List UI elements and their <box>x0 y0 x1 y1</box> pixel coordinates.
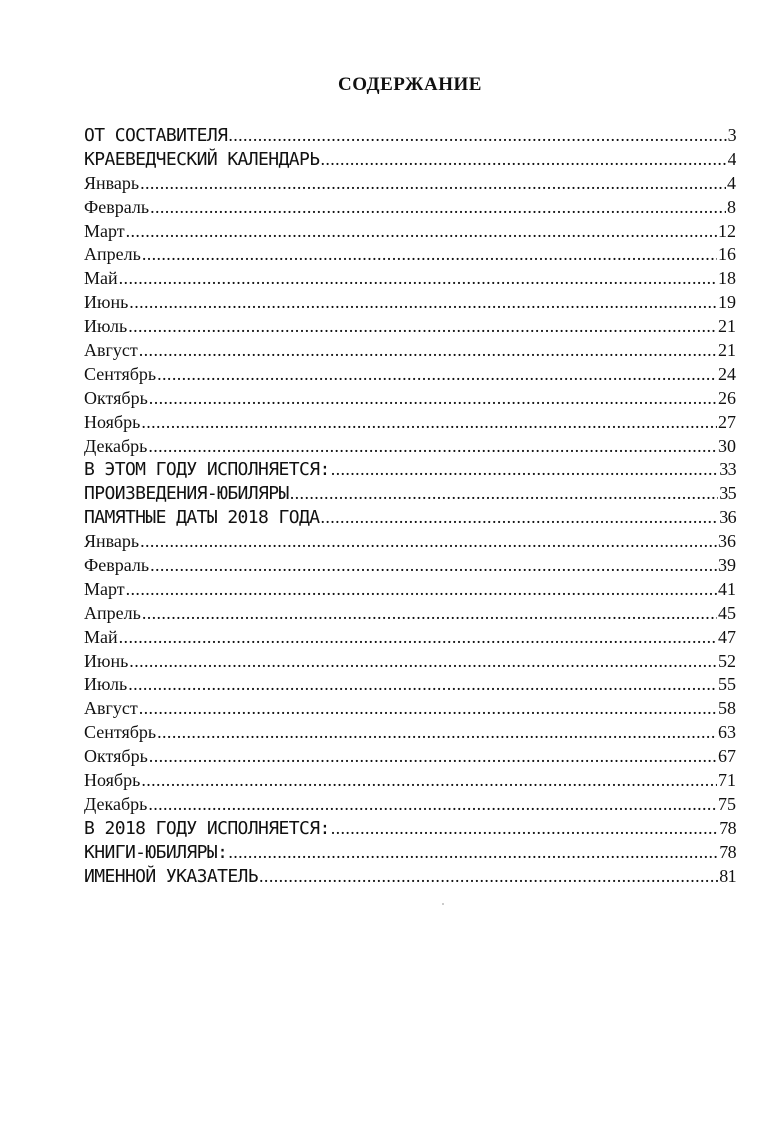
toc-dot-leader <box>331 458 719 482</box>
toc-entry <box>84 745 736 769</box>
toc-entry-label: Май <box>84 268 118 289</box>
toc-entry <box>84 220 736 244</box>
toc-entry-page-number: 4 <box>727 172 736 193</box>
toc-entry <box>84 172 736 196</box>
toc-dot-leader <box>119 267 717 291</box>
toc-entry-page-number: 63 <box>718 722 736 743</box>
page-title: СОДЕРЖАНИЕ <box>338 74 482 95</box>
toc-dot-leader <box>259 865 718 889</box>
toc-entry <box>84 291 736 315</box>
toc-entry-label: В ЭТОМ ГОДУ ИСПОЛНЯЕТСЯ: <box>84 459 330 481</box>
toc-entry-label: ПРОИЗВЕДЕНИЯ-ЮБИЛЯРЫ <box>84 483 289 505</box>
toc-entry-page-number: 78 <box>719 841 736 862</box>
toc-entry-page-number: 81 <box>719 865 736 886</box>
toc-entry-page-number: 24 <box>718 363 736 384</box>
toc-entry-label: Ноябрь <box>84 411 141 432</box>
toc-entry-page-number: 75 <box>718 793 736 814</box>
toc-entry <box>84 458 736 482</box>
toc-entry-page-number: 19 <box>718 292 736 313</box>
toc-dot-leader <box>141 769 717 793</box>
toc-entry <box>84 411 736 435</box>
toc-entry <box>84 530 736 554</box>
toc-entry <box>84 697 736 721</box>
toc-entry-page-number: 4 <box>727 148 736 169</box>
toc-dot-leader <box>142 602 717 626</box>
toc-entry-page-number: 27 <box>718 411 736 432</box>
toc-entry <box>84 626 736 650</box>
toc-dot-leader <box>157 721 717 745</box>
toc-entry <box>84 554 736 578</box>
toc-entry-page-number: 55 <box>718 674 736 695</box>
toc-entry-page-number: 26 <box>718 387 736 408</box>
toc-dot-leader <box>140 172 726 196</box>
toc-entry <box>84 650 736 674</box>
table-of-contents <box>84 124 736 889</box>
toc-entry <box>84 339 736 363</box>
toc-entry <box>84 506 736 530</box>
toc-dot-leader <box>228 124 726 148</box>
toc-entry <box>84 148 736 172</box>
toc-entry-page-number: 36 <box>718 531 736 552</box>
toc-dot-leader <box>129 291 717 315</box>
toc-entry-label: КРАЕВЕДЧЕСКИЙ КАЛЕНДАРЬ <box>84 148 320 170</box>
toc-dot-leader <box>126 578 717 602</box>
toc-dot-leader <box>128 673 717 697</box>
toc-entry <box>84 578 736 602</box>
toc-entry-label: Март <box>84 578 125 599</box>
toc-entry-page-number: 39 <box>718 555 736 576</box>
toc-entry-page-number: 35 <box>719 483 736 504</box>
toc-entry-page-number: 30 <box>718 435 736 456</box>
toc-entry-label: Июль <box>84 674 128 695</box>
toc-dot-leader <box>142 243 717 267</box>
toc-entry-label: Ноябрь <box>84 770 141 791</box>
toc-dot-leader <box>126 220 717 244</box>
toc-dot-leader <box>119 626 717 650</box>
toc-entry-page-number: 12 <box>718 220 736 241</box>
toc-entry-page-number: 45 <box>718 602 736 623</box>
toc-entry-label: Январь <box>84 531 140 552</box>
toc-dot-leader <box>150 554 717 578</box>
toc-entry <box>84 769 736 793</box>
toc-entry-label: Декабрь <box>84 793 148 814</box>
toc-entry-page-number: 71 <box>718 770 736 791</box>
toc-entry-label: Август <box>84 698 138 719</box>
toc-entry-label: В 2018 ГОДУ ИСПОЛНЯЕТСЯ: <box>84 817 330 839</box>
toc-entry-label: Декабрь <box>84 435 148 456</box>
toc-entry-label: ИМЕННОЙ УКАЗАТЕЛЬ <box>84 865 259 887</box>
toc-entry-label: Март <box>84 220 125 241</box>
toc-entry-label: Август <box>84 340 138 361</box>
toc-entry <box>84 482 736 506</box>
toc-entry-label: Февраль <box>84 555 150 576</box>
toc-dot-leader <box>150 196 726 220</box>
toc-entry-page-number: 16 <box>718 244 736 265</box>
toc-dot-leader <box>148 435 717 459</box>
toc-entry <box>84 267 736 291</box>
toc-entry <box>84 865 736 889</box>
toc-entry-label: Июль <box>84 316 128 337</box>
toc-entry-page-number: 8 <box>727 196 736 217</box>
toc-entry-page-number: 21 <box>718 316 736 337</box>
toc-entry <box>84 721 736 745</box>
toc-entry-page-number: 78 <box>719 817 736 838</box>
toc-entry-page-number: 41 <box>718 578 736 599</box>
toc-dot-leader <box>320 506 718 530</box>
toc-entry-label: Июнь <box>84 292 129 313</box>
toc-dot-leader <box>148 793 717 817</box>
toc-entry-label: Сентябрь <box>84 722 157 743</box>
toc-entry <box>84 673 736 697</box>
toc-entry <box>84 817 736 841</box>
toc-entry <box>84 196 736 220</box>
toc-entry-page-number: 52 <box>718 650 736 671</box>
toc-entry-page-number: 21 <box>718 340 736 361</box>
toc-entry <box>84 602 736 626</box>
scan-speck <box>442 903 444 905</box>
toc-entry-label: Май <box>84 626 118 647</box>
toc-entry-page-number: 33 <box>719 459 736 480</box>
toc-entry <box>84 435 736 459</box>
toc-entry-label: Октябрь <box>84 387 148 408</box>
toc-entry-page-number: 67 <box>718 746 736 767</box>
toc-dot-leader <box>139 697 717 721</box>
toc-entry-label: Январь <box>84 172 140 193</box>
toc-entry <box>84 387 736 411</box>
toc-entry-page-number: 3 <box>727 125 736 145</box>
toc-dot-leader <box>149 745 717 769</box>
toc-entry-page-number: 18 <box>718 268 736 289</box>
toc-entry-label: ОТ СОСТАВИТЕЛЯ <box>84 125 228 146</box>
toc-entry-label: ПАМЯТНЫЕ ДАТЫ 2018 ГОДА <box>84 507 320 529</box>
toc-dot-leader <box>290 482 718 506</box>
toc-entry <box>84 841 736 865</box>
toc-entry <box>84 315 736 339</box>
toc-entry-label: Октябрь <box>84 746 148 767</box>
toc-entry <box>84 363 736 387</box>
toc-entry <box>84 793 736 817</box>
toc-entry-label: Февраль <box>84 196 150 217</box>
toc-dot-leader <box>141 411 717 435</box>
toc-dot-leader <box>140 530 717 554</box>
toc-entry-label: Апрель <box>84 244 141 265</box>
toc-dot-leader <box>320 148 726 172</box>
toc-entry-page-number: 36 <box>719 507 736 528</box>
toc-entry-label: Сентябрь <box>84 363 157 384</box>
toc-entry-label: КНИГИ-ЮБИЛЯРЫ: <box>84 841 228 863</box>
toc-dot-leader <box>128 315 717 339</box>
toc-entry-label: Июнь <box>84 650 129 671</box>
toc-dot-leader <box>228 841 718 865</box>
toc-entry-label: Апрель <box>84 602 141 623</box>
toc-entry <box>84 124 736 148</box>
toc-entry-page-number: 58 <box>718 698 736 719</box>
toc-dot-leader <box>157 363 717 387</box>
toc-entry-page-number: 47 <box>718 626 736 647</box>
toc-dot-leader <box>139 339 717 363</box>
toc-dot-leader <box>331 817 719 841</box>
toc-dot-leader <box>129 650 717 674</box>
toc-dot-leader <box>149 387 717 411</box>
toc-entry <box>84 243 736 267</box>
